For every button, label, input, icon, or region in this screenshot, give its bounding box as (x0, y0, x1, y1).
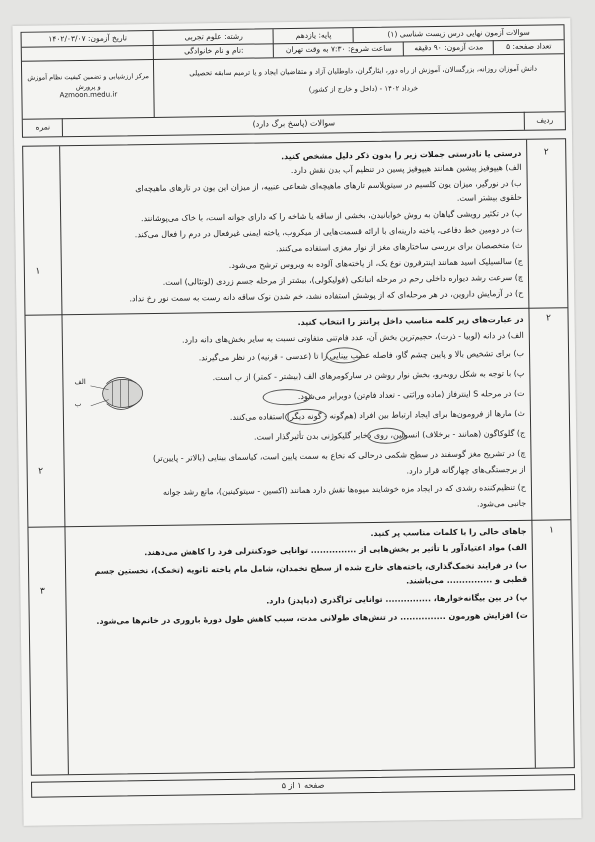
figure-label-b: ب (74, 400, 82, 409)
field: رشته: علوم تجربی (184, 31, 243, 42)
question-2-number: ۲ (38, 466, 44, 477)
muscle-diagram-icon (70, 363, 151, 424)
page-footer: صفحه ۱ از ۵ (31, 774, 575, 798)
question-3-number: ۳ (39, 586, 45, 597)
q3-line: ت) افزایش هورمون ............... در تنش‌های طولانی مدت، سبب کاهش طول دورهٔ باروری در خانم‌ها می‌شود. (96, 610, 528, 626)
q2-line: از برجستگی‌های چهارگانه قرار دارد. (406, 464, 526, 476)
question-3-score: ۱ (549, 525, 555, 536)
answer-sheet-note: سوالات (پاسخ برگ دارد) (252, 118, 336, 129)
q2-line: در عبارت‌های زیر کلمه مناسب داخل پرانتز را انتخاب کنید. (297, 314, 524, 327)
q2-line: ج) گلوکاگون (همانند - برخلاف) انسولین، روی ذخایر گلیکوژنی بدن تأثیرگذار است. (253, 428, 526, 442)
sarcomere-figure (70, 363, 151, 424)
q1-line: درستی یا نادرستی جملات زیر را بدون ذکر دلیل مشخص کنید. (281, 148, 522, 162)
q2-line: جانبی می‌شود. (476, 498, 527, 509)
q3-line: پ) در بین بیگانه‌خوارها، ............... توانایی تراگذری (دیاپدز) دارد. (266, 592, 528, 606)
q3-line: ب) در فرایند تخمک‌گذاری، یاخته‌های خارج شده از سطح تخمدان، شامل مام یاخته ثانویه (تخمک)، نخستین جسم (94, 560, 528, 576)
question-2-score: ۲ (546, 313, 552, 324)
pen-circle-mark (263, 389, 311, 406)
start-time: ساعت شروع: ۷:۳۰ به وقت تهران (285, 43, 392, 55)
website: Azmoon.medu.ir (59, 90, 118, 100)
q2-line: الف) در دانه (لوبیا - ذرت)، حجیم‌ترین بخش آن، عدد فام‌تنی متفاوتی نسبت به سایر بخش‌های دانه دارد. (181, 330, 524, 345)
exam-title: سوالات آزمون نهایی درس زیست شناسی (۱) (387, 27, 530, 39)
student-name: نام و نام خانوادگی: (184, 45, 244, 56)
participants-scope: (داخل و خارج از کشور) - خرداد ۱۴۰۲ (308, 84, 419, 94)
q2-line: ت) در مرحله S اینترفاز (ماده وراثتی - تعداد فام‌تن) دوبرابر می‌شود. (297, 388, 525, 401)
q3-line: جاهای خالی را با کلمات مناسب پر کنید. (370, 526, 527, 538)
q1-line: ح) در آزمایش داروین، در هر مرحله‌ای که از پوشش استفاده نشد، خم شدن نوک ساقه دانه رست به سمت نور رخ نداد. (129, 288, 524, 304)
q1-line: ث) متخصصان برای بررسی ساختارهای مغز از نوار مغزی استفاده می‌کنند. (275, 240, 523, 254)
figure-label-a: الف (74, 377, 86, 387)
q1-line: چ) سرعت رشد دیواره داخلی رحم در مرحله انبانکی (فولیکولی)، بیشتر از مرحله جسم زردی (لوتئالی) است. (162, 272, 524, 287)
pen-circle-mark (285, 409, 327, 426)
q2-line: پ) با توجه به شکل روبه‌رو، بخش نوار روشن در سارکومرهای الف (بیشتر - کمتر) از ب است. (212, 368, 525, 383)
exam-sheet (12, 18, 581, 826)
row-label: ردیف (536, 115, 554, 125)
exam-date: تاریخ آزمون: ۱۴۰۲/۰۳/۰۷ (48, 33, 127, 44)
exam-header (21, 24, 566, 138)
q1-line: ت) در دومین خط دفاعی، یاخته دارینه‌ای با ارائه قسمت‌هایی از میکروب، یاخته ایمنی غیرفعال در درم را فعال می‌کند. (134, 224, 523, 240)
q3-line: قطبی و ............... می‌باشند. (406, 574, 528, 586)
center: مرکز ارزشیابی و تضمین کیفیت نظام آموزش و پرورش (27, 72, 150, 92)
question-1-number: ۱ (35, 266, 41, 277)
q1-line: حلقوی بیشتر است. (456, 192, 522, 203)
q1-line: ج) سالسیلیک اسید همانند اینترفرون نوع یک، از یاخته‌های آلوده به ویروس ترشح می‌شود. (228, 256, 523, 270)
q1-line: پ) در تکثیر رویشی گیاهان به روش خوابانیدن، بخشی از ساقه یا شاخه را که دارای جوانه است، با خاک می‌پوشانند. (140, 208, 523, 224)
q3-line: الف) مواد اعتیادآور با تأثیر بر بخش‌هایی از ............... توانایی خودکنترلی فرد را کاهش می‌دهند. (144, 542, 527, 558)
q2-line: ث) مارها از فرومون‌ها برای ایجاد ارتباط بین افراد (هم‌گونه - گونه دیگر) استفاده می‌کنند. (229, 408, 525, 422)
q2-line: ح) تنظیم‌کننده رشدی که در ایجاد مزه خوشایند میوه‌ها نقش دارد همانند (اکسین - سیتوکینین)، مانع رشد جوانه (162, 482, 526, 497)
participants: دانش آموزان روزانه، بزرگسالان، آموزش از راه دور، ایثارگران، داوطلبان آزاد و متقاضیان ایجاد و یا ترمیم سابقه تحصیلی (189, 64, 537, 78)
question-1 (23, 139, 565, 304)
q1-line: الف) هیپوفیز پیشین همانند هیپوفیز پسین در تنظیم آب بدن نقش دارد. (290, 162, 522, 176)
score-label: نمره (35, 122, 51, 132)
page-count: تعداد صفحه: ۵ (505, 41, 552, 52)
q1-line: ب) در نورگیر، میزان یون کلسیم در سیتوپلاسم تارهای ماهیچه‌ای شعاعی عنبیه، از میزان این یون در تارهای ماهیچه‌ای (135, 178, 522, 194)
duration: مدت آزمون: ۹۰ دقیقه (414, 42, 484, 53)
q2-line: چ) در تشریح مغز گوسفند در سطح شکمی درحالی که نخاع به سمت پایین است، کیاسمای بینایی (بالاتر - پایین‌تر) (152, 448, 526, 464)
grade: پایه: یازدهم (295, 30, 332, 40)
q2-line: ب) برای تشخیص بالا و پایین چشم گاو، فاصله عصب بینایی را تا (عدسی - قرنیه) در نظر می‌گیرند. (198, 348, 525, 363)
questions-area (22, 138, 575, 776)
question-1-score: ۲ (543, 147, 549, 158)
